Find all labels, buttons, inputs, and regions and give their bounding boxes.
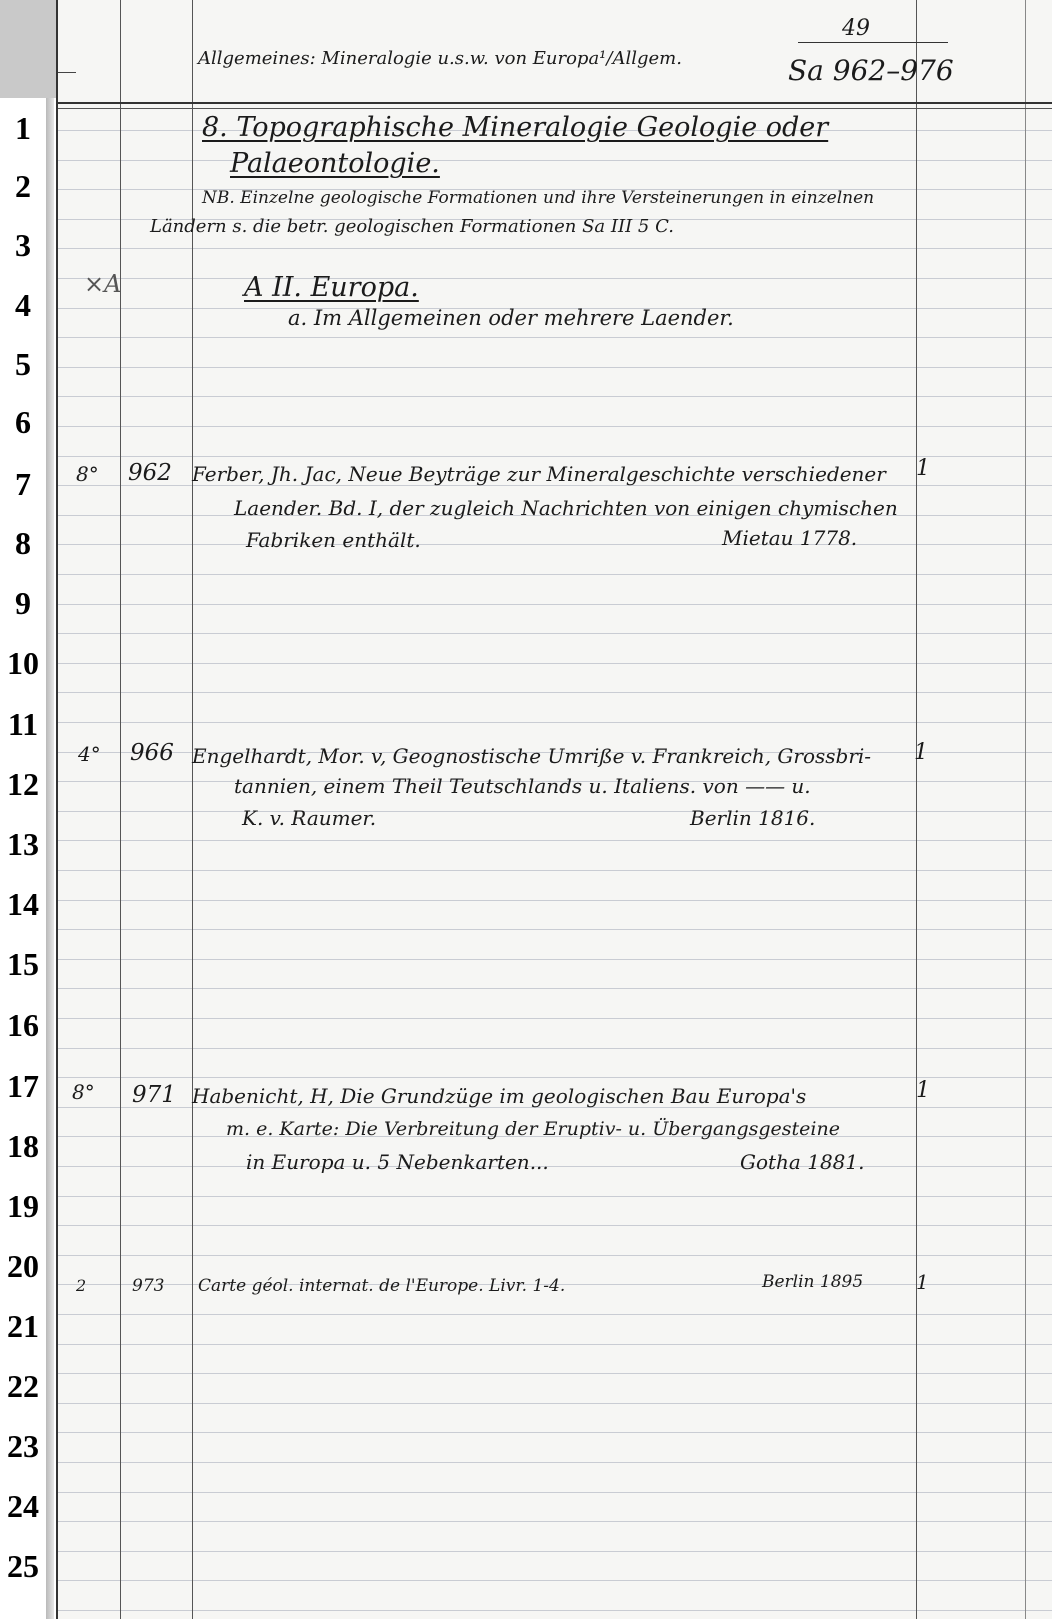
page-edge-strip: [46, 98, 54, 1619]
line-number: 13: [7, 826, 39, 862]
ruled-line: [58, 574, 1052, 575]
line-number: 15: [7, 946, 39, 982]
entry-line: Habenicht, H, Die Grundzüge im geologischen Bau Europa's: [192, 1084, 807, 1108]
ruled-line: [58, 1551, 1052, 1552]
sub-heading: A II. Europa.: [244, 272, 419, 303]
entry-count: 1: [916, 1078, 930, 1103]
entry-line: Laender. Bd. I, der zugleich Nachrichten von einigen chymischen: [234, 496, 898, 520]
entry-line: Ferber, Jh. Jac, Neue Beyträge zur Mineralgeschichte verschiedener: [192, 462, 886, 486]
ruled-line: [58, 426, 1052, 427]
ruled-line: [58, 929, 1052, 930]
ruled-line: [58, 1196, 1052, 1197]
entry-number: 973: [132, 1276, 165, 1296]
line-number: 10: [7, 645, 39, 681]
ruled-line: [58, 1521, 1052, 1522]
ruled-line: [58, 248, 1052, 249]
ruled-line: [58, 278, 1052, 279]
ruled-line: [58, 1580, 1052, 1581]
section-heading-cont: Palaeontologie.: [230, 148, 440, 179]
entry-number: 971: [132, 1082, 176, 1108]
line-number: 24: [7, 1488, 39, 1524]
ruled-line: [58, 160, 1052, 161]
ruled-line: [58, 1225, 1052, 1226]
entry-count: 1: [914, 740, 928, 765]
ruled-line: [58, 840, 1052, 841]
line-number: 1: [15, 110, 31, 146]
line-number: 18: [7, 1128, 39, 1164]
ruled-line: [58, 1344, 1052, 1345]
line-number: 17: [7, 1068, 39, 1104]
entry-count: 1: [916, 456, 930, 481]
entry-place-year: Gotha 1881.: [740, 1150, 865, 1174]
entry-line: Engelhardt, Mor. v, Geognostische Umriße v. Frankreich, Grossbri-: [192, 744, 872, 768]
ruled-line: [58, 870, 1052, 871]
entry-line: tannien, einem Theil Teutschlands u. Italiens. von —— u.: [234, 774, 811, 798]
line-number: 12: [7, 766, 39, 802]
line-number: 14: [7, 886, 39, 922]
ruled-line: [58, 1403, 1052, 1404]
entry-place-year: Mietau 1778.: [722, 526, 858, 550]
line-number: 8: [15, 525, 31, 561]
ruled-line: [58, 1462, 1052, 1463]
entry-format: 8°: [72, 1080, 95, 1104]
tick-mark: [58, 72, 76, 73]
ruled-line: [58, 988, 1052, 989]
ruled-line: [58, 456, 1052, 457]
line-number: 22: [7, 1368, 39, 1404]
line-number: 16: [7, 1007, 39, 1043]
ruled-line: [58, 722, 1052, 723]
ruled-line: [58, 367, 1052, 368]
column-line-count: [916, 0, 917, 1619]
ruled-line: [58, 811, 1052, 812]
ruled-line: [58, 663, 1052, 664]
section-note-cont: Ländern s. die betr. geologischen Formationen Sa III 5 C.: [150, 216, 674, 237]
line-number: 11: [7, 706, 39, 742]
entry-line: m. e. Karte: Die Verbreitung der Eruptiv- u. Übergangsgesteine: [226, 1118, 840, 1140]
line-number: 20: [7, 1248, 39, 1284]
column-line-number: [192, 0, 193, 1619]
section-note: NB. Einzelne geologische Formationen und ihre Versteinerungen in einzelnen: [202, 188, 875, 208]
ruled-line: [58, 1048, 1052, 1049]
ruled-line: [58, 1018, 1052, 1019]
header-rule: [58, 102, 1052, 104]
ruled-line: [58, 337, 1052, 338]
line-number: 5: [15, 346, 31, 382]
line-number: 19: [7, 1188, 39, 1224]
entry-line: in Europa u. 5 Nebenkarten...: [246, 1150, 549, 1174]
line-number: 4: [15, 287, 31, 323]
entry-line: Carte géol. internat. de l'Europe. Livr. 1-4.: [198, 1276, 566, 1296]
entry-place-year: Berlin 1816.: [690, 806, 816, 830]
ruled-line: [58, 544, 1052, 545]
entry-count: 1: [916, 1270, 929, 1294]
ruled-line: [58, 1432, 1052, 1433]
ruled-line: [58, 1077, 1052, 1078]
page-number: 49: [842, 16, 870, 41]
header-rule-2: [58, 108, 1052, 109]
line-number: 21: [7, 1308, 39, 1344]
ruled-line: [58, 396, 1052, 397]
entry-format: 8°: [76, 462, 99, 486]
ruled-line: [58, 959, 1052, 960]
column-line-right: [1025, 0, 1026, 1619]
entry-line: K. v. Raumer.: [242, 806, 377, 830]
entry-format: 2: [76, 1276, 87, 1295]
entry-number: 962: [128, 460, 172, 486]
ruled-line: [58, 1166, 1052, 1167]
line-number: 7: [15, 466, 31, 502]
entry-place-year: Berlin 1895: [762, 1272, 864, 1292]
ruled-line: [58, 1610, 1052, 1611]
ledger-page: [56, 0, 1052, 1619]
ruled-line: [58, 900, 1052, 901]
shelfmark: Sa 962–976: [788, 54, 954, 87]
line-number: 6: [15, 404, 31, 440]
line-number: 25: [7, 1548, 39, 1584]
column-line-format: [120, 0, 121, 1619]
margin-mark: ×A: [84, 270, 122, 298]
ruled-line: [58, 1314, 1052, 1315]
ruled-line: [58, 1255, 1052, 1256]
gutter-top-block: [0, 0, 58, 98]
ruled-line: [58, 633, 1052, 634]
line-number: 2: [15, 168, 31, 204]
line-number: 23: [7, 1428, 39, 1464]
entry-format: 4°: [78, 742, 101, 766]
line-number: 9: [15, 585, 31, 621]
ruled-line: [58, 1373, 1052, 1374]
entry-line: Fabriken enthält.: [246, 528, 421, 552]
entry-number: 966: [130, 740, 174, 766]
ruled-line: [58, 1492, 1052, 1493]
page-title: Allgemeines: Mineralogie u.s.w. von Europa¹/Allgem.: [198, 48, 682, 69]
sub-sub-heading: a. Im Allgemeinen oder mehrere Laender.: [288, 306, 734, 330]
line-number: 3: [15, 227, 31, 263]
page-number-rule: [798, 42, 948, 43]
section-heading: 8. Topographische Mineralogie Geologie oder: [202, 112, 829, 143]
ruled-line: [58, 692, 1052, 693]
ruled-line: [58, 604, 1052, 605]
